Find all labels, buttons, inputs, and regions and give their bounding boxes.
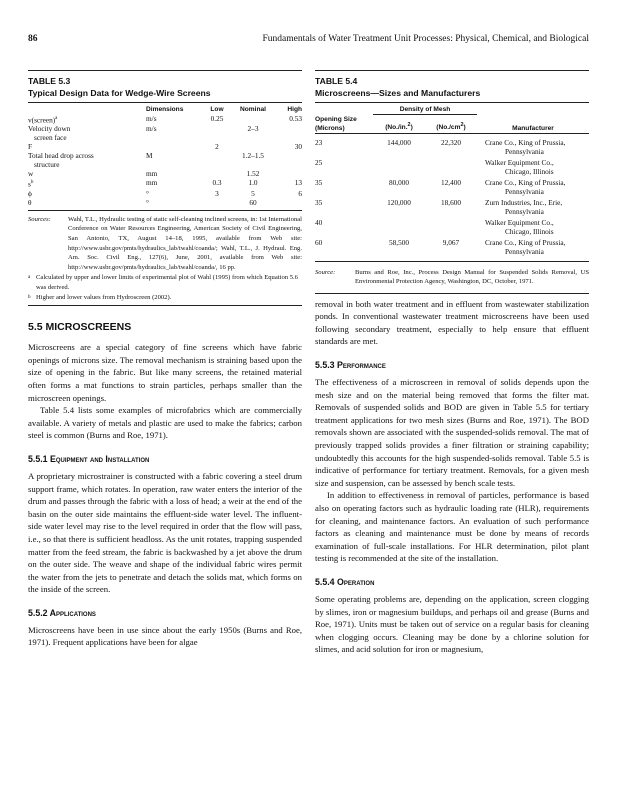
section-5-5-4-heading: 5.5.4 Operation bbox=[315, 576, 375, 587]
table-row bbox=[28, 124, 302, 142]
dimension-cell: m/s bbox=[146, 114, 157, 123]
paragraph: The effectiveness of a microscreen in removal of solids depends upon the mesh size and on the material being removed that forms the filter mat. Removals of suspended solids and BOD are given in Table 5.5 for tertiary treatment applications for two mesh sizes (Burns and Roe, 1971). The BOD removals shown are associated with the suspended-solids removal. The mat of previously trapped solids provides a finer filtration or straining capability; undoubtedly this accounts for the high suspended-solids removal. Table 5.5 is indicative of performance for tertiary treatment. Removals, for a given mesh size and suspension, can be assessed by bench scale tests. bbox=[315, 377, 589, 488]
section-5-5-2-heading: 5.5.2 Applications bbox=[28, 607, 96, 618]
low-cell bbox=[202, 198, 232, 207]
manufacturer-location: Pennsylvania bbox=[505, 186, 544, 196]
manufacturer-cell bbox=[477, 238, 589, 258]
footnote-a bbox=[28, 273, 302, 292]
paragraph: Microscreens have been in use since about the early 1950s (Burns and Roe, 1971). Frequent applications have been for algae bbox=[28, 624, 302, 648]
left-column bbox=[28, 70, 302, 649]
table-rule bbox=[28, 210, 302, 211]
param-name: θ bbox=[28, 197, 32, 207]
table-header-blank bbox=[477, 105, 589, 115]
dimension-cell: mm bbox=[146, 178, 158, 188]
table-5-3 bbox=[28, 105, 302, 207]
col-header-dimensions: Dimensions bbox=[146, 106, 184, 113]
manufacturer-name: Zurn Industries, Inc., Erie, bbox=[485, 197, 563, 207]
dimension-cell: ° bbox=[146, 188, 149, 198]
param-cell bbox=[28, 178, 146, 188]
table-bottom-rule bbox=[28, 305, 302, 306]
manufacturer-location: Chicago, Illinois bbox=[505, 226, 554, 236]
mesh-per-in2-cell bbox=[373, 158, 425, 178]
param-cell bbox=[28, 114, 146, 124]
table-header-blank bbox=[28, 105, 146, 114]
param-name: w bbox=[28, 169, 34, 179]
high-cell bbox=[274, 124, 302, 142]
table-header-row bbox=[315, 105, 589, 115]
high-cell bbox=[274, 198, 302, 207]
dimension-cell: M bbox=[146, 151, 153, 161]
manufacturer-location: Pennsylvania bbox=[505, 246, 544, 256]
table-5-4-label: TABLE 5.4 bbox=[315, 76, 358, 86]
low-cell: 2 bbox=[215, 142, 219, 152]
opening-size-cell: 25 bbox=[315, 157, 323, 167]
opening-size-cell: 60 bbox=[315, 237, 323, 247]
table-rule bbox=[315, 102, 589, 103]
manufacturer-name: Crane Co., King of Prussia, bbox=[485, 177, 566, 187]
col-header-in-text: (No./in. bbox=[385, 124, 408, 132]
col-header-low: Low bbox=[210, 106, 224, 113]
nominal-cell: 1.2–1.5 bbox=[242, 151, 264, 161]
manufacturer-name: Crane Co., King of Prussia, bbox=[485, 237, 566, 247]
table-row bbox=[315, 238, 589, 258]
col-header-opening-line2: (Microns) bbox=[315, 124, 345, 132]
param-cell bbox=[28, 169, 146, 178]
low-cell: 0.3 bbox=[212, 178, 222, 188]
nominal-cell: 5 bbox=[251, 188, 255, 198]
col-header-cm: $(No./cm^2)$ bbox=[436, 122, 466, 132]
manufacturer-location: Pennsylvania bbox=[505, 206, 544, 216]
paragraph: Microscreens are a special category of fine screens which have fabric openings of microns size. The removal mechanism is straining based upon the size of opening in the fabric. But like many screens, the retained material often forms a mat functions to strain particles, perhaps smaller than the microscreen openings. bbox=[28, 342, 302, 403]
dimension-cell bbox=[146, 142, 202, 151]
nominal-cell bbox=[232, 142, 274, 151]
param-name: F bbox=[28, 142, 33, 152]
nominal-cell: 1.0 bbox=[248, 178, 258, 188]
table-rule bbox=[315, 261, 589, 262]
col-header-cm-text: (No./cm bbox=[436, 124, 461, 132]
col-group-density: Density of Mesh bbox=[373, 105, 477, 115]
manufacturer-cell bbox=[477, 178, 589, 198]
mesh-per-cm2-cell: 18,600 bbox=[440, 197, 462, 207]
table-row bbox=[28, 198, 302, 207]
mesh-per-cm2-cell: 12,400 bbox=[440, 177, 462, 187]
low-cell bbox=[202, 169, 232, 178]
manufacturer-name: Walker Equipment Co., bbox=[485, 157, 554, 167]
high-cell: 6 bbox=[298, 188, 302, 198]
col-header-opening bbox=[315, 115, 373, 134]
table-bottom-rule bbox=[315, 293, 589, 294]
table-5-4-title: Microscreens—Sizes and Manufacturers bbox=[315, 88, 481, 98]
paragraph: Table 5.4 lists some examples of microfabrics which are commercially available. A variety of metals and plastic are used to make the fabrics; carbon steel is common (Burns and Roe, 1971). bbox=[28, 405, 302, 441]
footnote-b-mark: b bbox=[28, 294, 31, 300]
param-name-cont: screen face bbox=[34, 133, 67, 143]
manufacturer-location: Pennsylvania bbox=[505, 146, 544, 156]
source-text: Burns and Roe, Inc., Process Design Manual for Suspended Solids Removal, US Environmental Protection Agency, Washington, DC, October, 1971. bbox=[355, 268, 589, 286]
running-title: Fundamentals of Water Treatment Unit Processes: Physical, Chemical, and Biological bbox=[262, 34, 589, 44]
sources-label: Sources: bbox=[28, 215, 51, 223]
nominal-cell: 60 bbox=[249, 197, 257, 207]
low-cell: 0.25 bbox=[210, 114, 224, 123]
col-header-nominal: Nominal bbox=[239, 106, 266, 113]
manufacturer-cell bbox=[477, 138, 589, 158]
section-5-5-3-heading: 5.5.3 Performance bbox=[315, 360, 386, 371]
table-row bbox=[315, 198, 589, 218]
manufacturer-cell bbox=[477, 158, 589, 178]
param-name: Total head drop across bbox=[28, 151, 94, 161]
section-5-5-heading: 5.5 MICROSCREENS bbox=[28, 321, 132, 334]
table-row bbox=[28, 169, 302, 178]
manufacturer-name: Crane Co., King of Prussia, bbox=[485, 137, 566, 147]
manufacturer-location: Chicago, Illinois bbox=[505, 166, 554, 176]
running-header bbox=[28, 34, 589, 44]
paragraph: Some operating problems are, depending on the application, screen clogging by slimes, iron or magnesium buildups, and perhaps oil and grease (Burns and Roe, 1971). Units must be taken out of service on a regular basis for cleaning when clogging occurs. Cleaning may be done by a chlorine solution for slimes, and acid solution for iron or magnesium, bbox=[315, 593, 589, 655]
table-5-3-label: TABLE 5.3 bbox=[28, 76, 71, 86]
param-cell bbox=[28, 142, 146, 151]
paragraph: In addition to effectiveness in removal of particles, performance is based also on operating factors such as hydraulic loading rate (HLR), requirements for cleaning, and maintenance factors. An evaluation of such performance factors as cleaning and maintenance must be done by means of records examination of full-scale installations. For HLR determination, pilot plant testing is recommended at the site of the installation. bbox=[315, 490, 589, 564]
col-header-in: (No./in.$^2$) bbox=[385, 122, 413, 132]
page-number: 86 bbox=[28, 34, 38, 44]
right-column bbox=[315, 70, 589, 656]
table-row bbox=[28, 189, 302, 198]
nominal-cell bbox=[232, 114, 274, 124]
table-row bbox=[315, 218, 589, 238]
nominal-cell: 1.52 bbox=[246, 169, 260, 179]
param-name: ϕ bbox=[28, 188, 32, 198]
mesh-per-cm2-cell: 22,320 bbox=[440, 137, 462, 147]
table-row bbox=[315, 138, 589, 158]
high-cell: 13 bbox=[294, 178, 302, 188]
paragraph: removal in both water treatment and in effluent from wastewater stabilization ponds. In conventional wastewater treatment microscreens have been used following secondary treatment, especially to help ensure that effluent standards are met. bbox=[315, 298, 589, 347]
param-footnote-mark: a bbox=[55, 116, 58, 121]
paragraph: A proprietary microstrainer is constructed with a fabric covering a steel drum support frame, which rotates. In operation, raw water enters the interior of the drum and passes through the fabric with a loss of head; a weir at the end of the basin on the outer side maintains the effluent-side water level. The influent-side water level may rise to the level required in order that the flow will pass, i.e., so that there is sufficient headloss. As the unit rotates, trapping suspended matter from the feed stream, the fabric is backwashed by a jet above the drum on the outer side. The weave and shape of the individual fabric wires permit the water from the jets to penetrate and detach the solids mat, which forms on the inside of the screen. bbox=[28, 470, 302, 595]
mesh-per-in2-cell: 58,500 bbox=[388, 237, 410, 247]
table-row bbox=[28, 178, 302, 188]
param-name: v(screen) bbox=[28, 115, 56, 125]
manufacturer-name: Walker Equipment Co., bbox=[485, 217, 554, 227]
low-cell: 3 bbox=[215, 188, 219, 198]
table-row bbox=[28, 151, 302, 169]
table-5-4-source bbox=[315, 268, 589, 287]
manufacturer-cell bbox=[477, 218, 589, 238]
table-5-4 bbox=[315, 105, 589, 258]
mesh-per-cm2-cell bbox=[425, 158, 477, 178]
opening-size-cell: 40 bbox=[315, 217, 323, 227]
param-cell bbox=[28, 198, 146, 207]
high-cell bbox=[274, 169, 302, 178]
high-cell: 30 bbox=[294, 142, 302, 152]
col-header-high: High bbox=[287, 106, 302, 113]
param-cell bbox=[28, 151, 146, 169]
col-header-manufacturer: Manufacturer bbox=[512, 124, 554, 132]
low-cell bbox=[202, 124, 232, 142]
opening-size-cell: 35 bbox=[315, 177, 323, 187]
table-header-blank bbox=[315, 105, 373, 115]
table-5-3-sources bbox=[28, 215, 302, 273]
param-cell bbox=[28, 189, 146, 198]
table-row bbox=[315, 158, 589, 178]
section-5-5-1-heading: 5.5.1 Equipment and Installation bbox=[28, 453, 150, 464]
opening-size-cell: 35 bbox=[315, 197, 323, 207]
manufacturer-cell bbox=[477, 198, 589, 218]
opening-size-cell: 23 bbox=[315, 137, 323, 147]
param-name: Velocity down bbox=[28, 124, 71, 134]
table-row bbox=[315, 178, 589, 198]
table-top-rule bbox=[28, 70, 302, 71]
low-cell bbox=[202, 151, 232, 169]
mesh-per-cm2-cell bbox=[425, 218, 477, 238]
sources-text: Wahl, T.L., Hydraulic testing of static self-cleaning inclined screens, in: 1st International Conference on Water Resources Engineering, American Society of Civil Engineering, San Antonio, TX, August 14–18, 1995, available from Web site: http://www.usbr.gov/pmts/hydraulics_lab/twahl/coanda/; Wahl, T.L., J. Hydraul. Eng. Am. Soc. Civil Eng., 127(6), June, 2001, available from Web site: http://www.usbr.gov/pmts/hydraulics_lab/twahl/coanda/, 16 pp. bbox=[68, 215, 302, 271]
footnote-a-text: Calculated by upper and lower limits of experimental plot of Wahl (1995) from which Equation 5.6 was derived. bbox=[36, 274, 298, 291]
high-cell: 0.53 bbox=[289, 114, 302, 123]
footnote-b-text: Higher and lower values from Hydroscreen (2002). bbox=[36, 293, 172, 301]
col-header-opening-line1: Opening Size bbox=[315, 115, 357, 123]
table-rule bbox=[28, 102, 302, 103]
table-row bbox=[28, 142, 302, 151]
table-header-row bbox=[28, 105, 302, 114]
table-5-3-title: Typical Design Data for Wedge-Wire Screens bbox=[28, 88, 211, 98]
param-cell bbox=[28, 124, 146, 142]
mesh-per-in2-cell: 120,000 bbox=[387, 197, 411, 207]
param-name: s bbox=[28, 179, 31, 189]
high-cell bbox=[274, 151, 302, 169]
source-label: Source: bbox=[315, 268, 336, 276]
mesh-per-in2-cell: 144,000 bbox=[387, 137, 411, 147]
table-row bbox=[28, 114, 302, 124]
footnote-a-mark: a bbox=[28, 275, 31, 281]
nominal-cell: 2–3 bbox=[247, 124, 259, 134]
param-footnote-mark: b bbox=[30, 180, 34, 186]
table-top-rule bbox=[315, 70, 589, 71]
mesh-per-in2-cell: 80,000 bbox=[388, 177, 410, 187]
dimension-cell: ° bbox=[146, 197, 149, 207]
dimension-cell: mm bbox=[146, 169, 158, 179]
dimension-cell: m/s bbox=[146, 124, 157, 134]
mesh-per-in2-cell bbox=[373, 218, 425, 238]
footnote-b bbox=[28, 293, 302, 303]
param-name-cont: structure bbox=[34, 160, 60, 170]
table-header-row bbox=[315, 115, 589, 134]
mesh-per-cm2-cell: 9,067 bbox=[442, 237, 460, 247]
